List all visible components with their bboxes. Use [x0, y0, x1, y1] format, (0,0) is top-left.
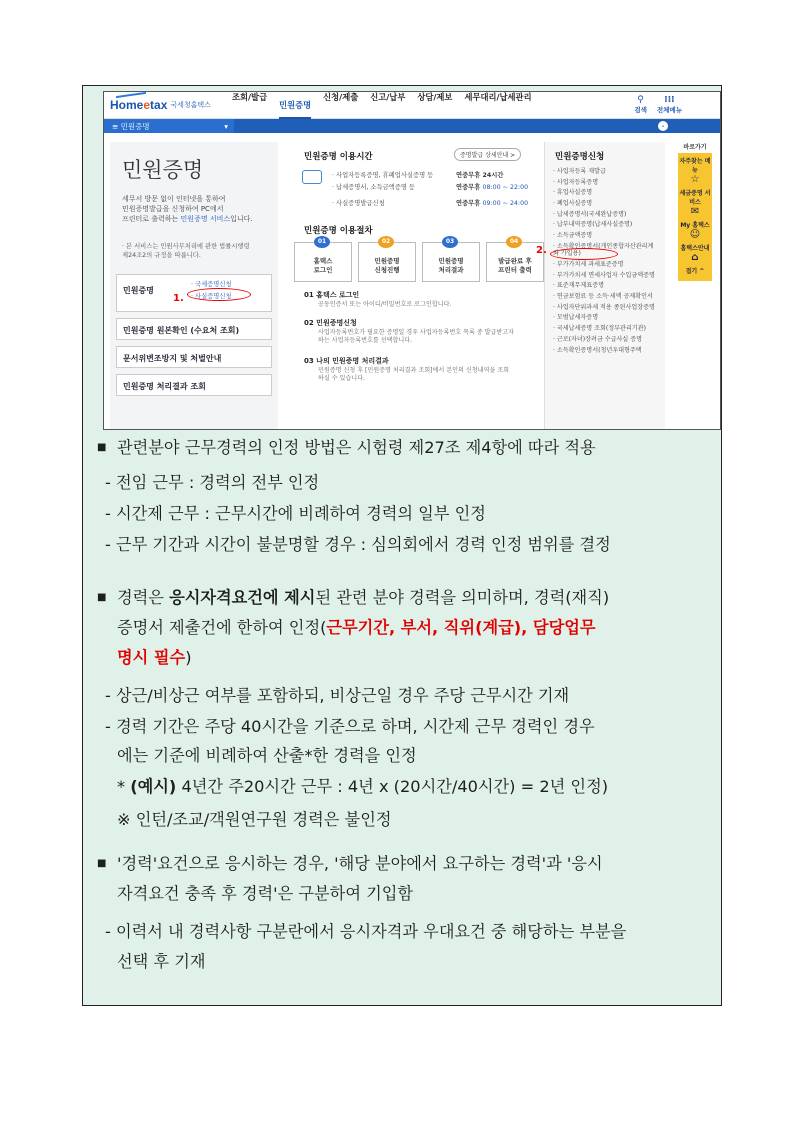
side-menu-civil[interactable]: 민원증명 · 국세증명신청 · 사실증명신청 1. [116, 274, 272, 312]
main-menu [226, 91, 538, 119]
application-item[interactable]: · 사업자등록증명 [553, 178, 599, 186]
section-1-sub: - 전임 근무 : 경력의 전부 인정 [105, 473, 320, 492]
side-menu-result-lookup[interactable]: 민원증명 처리결과 조회 [116, 374, 272, 396]
marker-1: 1. [173, 293, 184, 304]
hometax-screenshot [103, 91, 721, 430]
collapse-icon[interactable]: ⌄ [658, 121, 668, 131]
menu-lookup[interactable]: 조회/발급 [232, 92, 268, 102]
application-list [553, 168, 657, 357]
all-menu-button[interactable]: ⁞⁞⁞ 전체메뉴 [656, 95, 682, 114]
application-item[interactable]: · 근로(자녀)장려금 수급사실 증명 [553, 335, 643, 343]
step-3: 03 민원증명 처리결과 [422, 242, 480, 282]
top-navigation [104, 92, 720, 119]
left-panel [110, 142, 278, 430]
application-item[interactable]: · 폐업사실증명 [553, 200, 593, 208]
usage-row: · 사실증명발급신청 연중무휴 09:00 ~ 24:00 [332, 200, 529, 207]
step-1: 01 홈택스 로그인 [294, 242, 352, 282]
side-menu-original-check[interactable]: 민원증명 원본확인 (수요처 조회) [116, 318, 272, 340]
grid-icon: ⁞⁞⁞ [664, 95, 675, 105]
application-item[interactable]: · 사업자등록 재발급 [553, 168, 606, 175]
menu-consult[interactable]: 상담/제보 [417, 92, 453, 102]
procedure-steps [294, 238, 550, 282]
section-2-note: ※ 인턴/조교/객원연구원 경력은 불인정 [117, 810, 392, 829]
section-dropdown[interactable]: ≡ 민원증명 ▾ [104, 119, 234, 133]
chevron-down-icon: ▾ [224, 121, 228, 131]
section-2-line-2: 증명서 제출건에 한하여 인정(근무기간, 부서, 직위(계급), 담당업무 [117, 618, 596, 637]
page-description: 세무서 방문 없이 인터넷을 통하여 민원증명발급을 신청하여 PC에서 프린터로 출력하는 민원증명 서비스입니다. [122, 195, 253, 223]
detail-title: 02 민원증명신청 [304, 319, 357, 327]
service-link[interactable]: 민원증명 서비스 [180, 215, 231, 223]
section-2-sub: - 경력 기간은 주당 40시간을 기준으로 하며, 시간제 근무 경력인 경우 [105, 717, 595, 736]
detail-title: 03 나의 민원증명 처리결과 [304, 357, 389, 365]
application-item[interactable]: · 납세증명서(국세완납증명) [553, 210, 627, 218]
mail-icon: ✉ [690, 206, 700, 217]
marker-2: 2. [536, 245, 547, 256]
cert-info-button[interactable]: 증명발급 상세안내 > [454, 148, 521, 161]
step-4: 04 발급완료 후 프린터 출력 [486, 242, 544, 282]
detail-desc: 민원증명 신청 후 [민원증명 처리결과 조회]에서 본인의 신청내역을 조회 하실 수 있습니다. [318, 367, 509, 382]
location-bar [104, 119, 720, 133]
application-item[interactable]: · 소득확인증명서(개인종합자산관리계좌 가입용) [553, 242, 654, 258]
application-item[interactable]: · 모범납세자증명 [553, 314, 599, 322]
section-1-main: 관련분야 근무경력의 인정 방법은 시험령 제27조 제4항에 따라 적용 [117, 438, 596, 457]
search-button[interactable]: ⚲ 검색 [634, 95, 647, 114]
detail-desc: 사업자등록번호가 필요한 증명일 경우 사업자등록번호 목록 중 발급받고자 하는 사업자등록번호를 선택합니다. [318, 329, 515, 344]
section-2-example: * (예시) 4년간 주20시간 근무 : 4년 x (20시간/40시간) = 2년 인정) [117, 777, 609, 796]
section-3-sub: - 이력서 내 경력사항 구분란에서 응시자격과 우대요건 중 해당하는 부분을 [105, 922, 627, 941]
bullet-icon: ■ [97, 858, 107, 869]
home-icon: ⌂ [691, 252, 699, 263]
content-box [82, 85, 722, 1006]
section-2-sub: - 상근/비상근 여부를 포함하되, 비상근일 경우 주당 근무시간 기재 [105, 686, 570, 705]
quick-favorite[interactable]: 자주찾는 메뉴 ☆ [679, 158, 711, 185]
side-menu-forgery-prevent[interactable]: 문서위변조방지 및 처벌안내 [116, 346, 272, 368]
bullet-icon: ■ [97, 592, 107, 603]
application-title: 민원증명신청 [555, 152, 605, 162]
application-item[interactable]: · 부가가치세 면세사업자 수입금액증명 [553, 271, 655, 279]
application-item[interactable]: · 소득금액증명 [553, 232, 593, 240]
center-panel [284, 142, 538, 430]
application-item[interactable]: · 연금보험료 등 소득·세액 공제확인서 [553, 293, 653, 301]
quick-tax-cert[interactable]: 세금증명 서비스 ✉ [679, 190, 711, 217]
logo-text: Homeetax [110, 98, 168, 112]
user-icon: ☺ [689, 229, 701, 240]
quick-bar [678, 153, 712, 281]
highlight-circle-2 [550, 248, 618, 260]
quick-title: 바로가기 [683, 144, 707, 151]
section-2-line-1: 경력은 응시자격요건에 제시된 관련 분야 경력을 의미하며, 경력(재직) [117, 588, 610, 607]
clock-icon [302, 170, 322, 184]
search-icon: ⚲ [637, 95, 644, 105]
application-item[interactable]: · 표준재무제표증명 [553, 282, 604, 290]
page-title: 민원증명 [122, 158, 204, 182]
menu-apply-submit[interactable]: 신청/제출 [323, 92, 359, 102]
section-1-sub: - 근무 기간과 시간이 불분명할 경우 : 심의회에서 경력 인정 범위를 결정 [105, 535, 611, 554]
application-item[interactable]: · 부가가치세 과세표준증명 [553, 261, 624, 268]
usage-row: · 사업자등록증명, 휴폐업사실증명 등 연중무휴 24시간 [332, 172, 504, 179]
application-panel [544, 142, 665, 430]
section-3-line-1: '경력'요건으로 응시하는 경우, '해당 분야에서 요구하는 경력'과 '응시 [117, 854, 603, 873]
application-item[interactable]: · 납부내역증명(납세사실증명) [553, 221, 633, 229]
menu-civil-certificate[interactable]: 민원증명 [279, 99, 311, 119]
application-item[interactable]: · 휴업사실증명 [553, 189, 593, 197]
section-2-line-3: 명시 필수) [117, 648, 192, 667]
quick-collapse[interactable]: 접기 ^ [685, 268, 705, 275]
section-3-line-2: 자격요건 충족 후 경력'은 구분하여 기입함 [117, 884, 414, 903]
quick-my-hometax[interactable]: My 홈택스 ☺ [680, 222, 710, 240]
star-icon: ☆ [690, 174, 700, 185]
detail-title: 01 홈택스 로그인 [304, 291, 360, 299]
procedure-title: 민원증명 이용절차 [304, 226, 373, 236]
logo-subtitle: 국세청홈택스 [170, 101, 211, 109]
quick-links [678, 142, 712, 281]
application-item[interactable]: · 국세납세증명 조회(정부관리기관) [553, 325, 646, 333]
detail-desc: 공동인증서 또는 아이디/비밀번호로 로그인합니다. [318, 301, 452, 308]
menu-report-pay[interactable]: 신고/납부 [370, 92, 406, 102]
side-sub-tax-cert[interactable]: · 국세증명신청 [191, 281, 232, 288]
usage-time-title: 민원증명 이용시간 [304, 152, 373, 162]
top-tools [624, 95, 682, 114]
menu-tax-agent[interactable]: 세무대리/납세관리 [464, 92, 532, 102]
section-3-sub: 선택 후 기재 [117, 952, 206, 971]
highlight-circle-1 [187, 288, 251, 301]
quick-guide[interactable]: 홈택스안내 ⌂ [680, 245, 710, 263]
usage-row: · 납세증명서, 소득금액증명 등 연중무휴 08:00 ~ 22:00 [332, 184, 529, 191]
section-1-sub: - 시간제 근무 : 근무시간에 비례하여 경력의 일부 인정 [105, 504, 486, 523]
bullet-icon: ■ [97, 442, 107, 453]
section-2-sub: 에는 기준에 비례하여 산출*한 경력을 인정 [117, 746, 417, 765]
legal-note: · 본 서비스는 민원사무처리에 관한 법률시행령 제24조2의 규정을 따릅니다. [122, 243, 250, 259]
side-sub-fact-cert[interactable]: · 사실증명신청 [191, 293, 232, 300]
application-item[interactable]: · 소득확인증명서(청년우대형주택 [553, 346, 642, 354]
application-item[interactable]: · 사업자단위과세 적용 종된사업장증명 [553, 303, 655, 311]
step-2: 02 민원증명 신청진행 [358, 242, 416, 282]
